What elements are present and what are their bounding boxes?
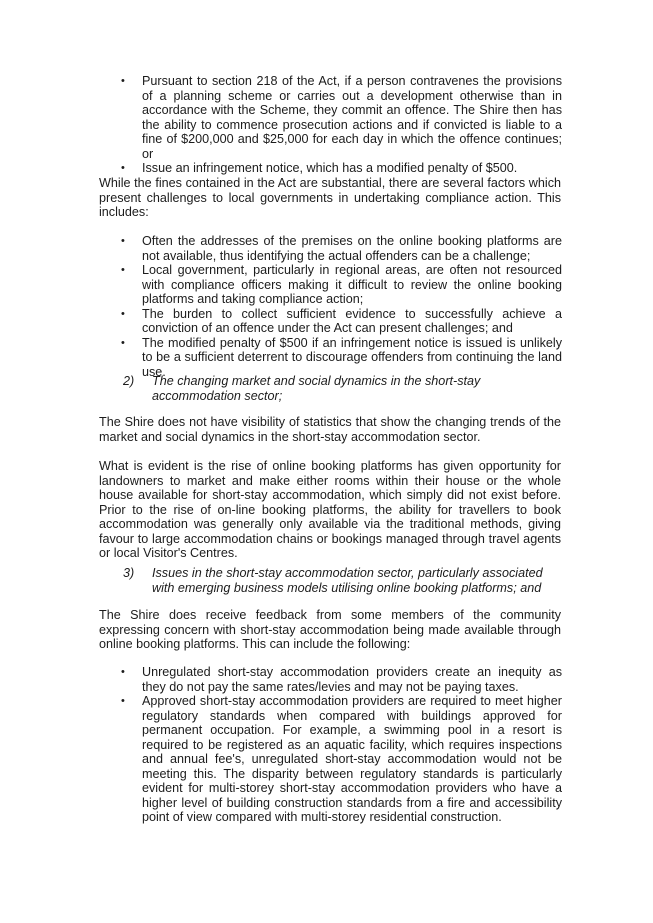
section-number: 3)	[123, 566, 135, 580]
section-heading-3	[123, 566, 563, 595]
bullet-icon: •	[121, 336, 125, 349]
paragraph-community-feedback: The Shire does receive feedback from some members of the community expressing concern with short-stay accommodation being made available through online booking platforms. This can include the following:	[99, 608, 561, 651]
challenges-list	[0, 234, 653, 379]
bullet-icon: •	[121, 75, 125, 87]
list-item-text: Pursuant to section 218 of the Act, if a person contravenes the provisions of a planning scheme or carries out a development otherwise than in accordance with the Scheme, they commit an offence. The Shire then has the ability to commence prosecution actions and if convicted is liable to a fine of $200,000 and $25,000 for each day in which the offence continues; or	[142, 74, 562, 161]
bullet-icon: •	[121, 264, 125, 276]
section-title: The changing market and social dynamics in the short-stay accommodation sector;	[152, 374, 481, 403]
bullet-icon: •	[121, 307, 125, 320]
bullet-icon: •	[121, 235, 125, 247]
paragraph-online-platforms: What is evident is the rise of online booking platforms has given opportunity for landowners to market and make either rooms within their house or the whole house available for short-stay accommodation, which simply did not exist before. Prior to the rise of on-line booking platforms, the ability for travellers to book accommodation was generally only available via the traditional methods, giving favour to large accommodation chains or bookings managed through travel agents or local Visitor's Centres.	[99, 459, 561, 560]
bullet-icon: •	[121, 666, 125, 678]
list-item	[0, 665, 653, 694]
list-item	[0, 336, 653, 380]
list-item-text: Unregulated short-stay accommodation providers create an inequity as they do not pay the same rates/levies and may not be paying taxes.	[142, 665, 562, 694]
list-item	[0, 307, 653, 336]
list-item-text: Issue an infringement notice, which has a modified penalty of $500.	[142, 161, 518, 175]
list-item	[0, 694, 653, 825]
paragraph-challenges-intro: While the fines contained in the Act are substantial, there are several factors which present challenges to local governments in undertaking compliance action. This includes:	[99, 176, 561, 219]
bullet-icon: •	[121, 695, 125, 707]
list-item	[0, 263, 653, 307]
feedback-list	[0, 665, 653, 825]
list-item-text: The modified penalty of $500 if an infringement notice is issued is unlikely to be a sufficient deterrent to discourage offenders from continuing the land use.	[142, 335, 562, 379]
section-title: Issues in the short-stay accommodation sector, particularly associated with emerging business models utilising online booking platforms; and	[152, 566, 543, 595]
section-heading-2	[123, 374, 563, 403]
list-item-text: Local government, particularly in regional areas, are often not resourced with compliance officers making it difficult to review the online booking platforms and taking compliance action;	[142, 263, 562, 306]
penalty-options-list	[0, 74, 653, 176]
paragraph-visibility: The Shire does not have visibility of statistics that show the changing trends of the market and social dynamics in the short-stay accommodation sector.	[99, 415, 561, 444]
list-item-text: Often the addresses of the premises on the online booking platforms are not available, thus identifying the actual offenders can be a challenge;	[142, 234, 562, 263]
list-item	[0, 161, 653, 176]
list-item	[0, 74, 653, 161]
bullet-icon: •	[121, 162, 125, 174]
list-item	[0, 234, 653, 263]
list-item-text: The burden to collect sufficient evidence to successfully achieve a conviction of an offence under the Act can present challenges; and	[142, 306, 562, 335]
list-item-text: Approved short-stay accommodation providers are required to meet higher regulatory standards when compared with buildings approved for permanent occupation. For example, a swimming pool in a resort is required to be registered as an aquatic facility, which requires inspections and annual fee's, unregulated short-stay accommodation would not be meeting this. The disparity between regulatory standards is particularly evident for multi-storey short-stay accommodation providers who have a higher level of building construction standards from a fire and accessibility point of view compared with multi-storey residential construction.	[142, 694, 562, 824]
section-number: 2)	[123, 374, 135, 388]
